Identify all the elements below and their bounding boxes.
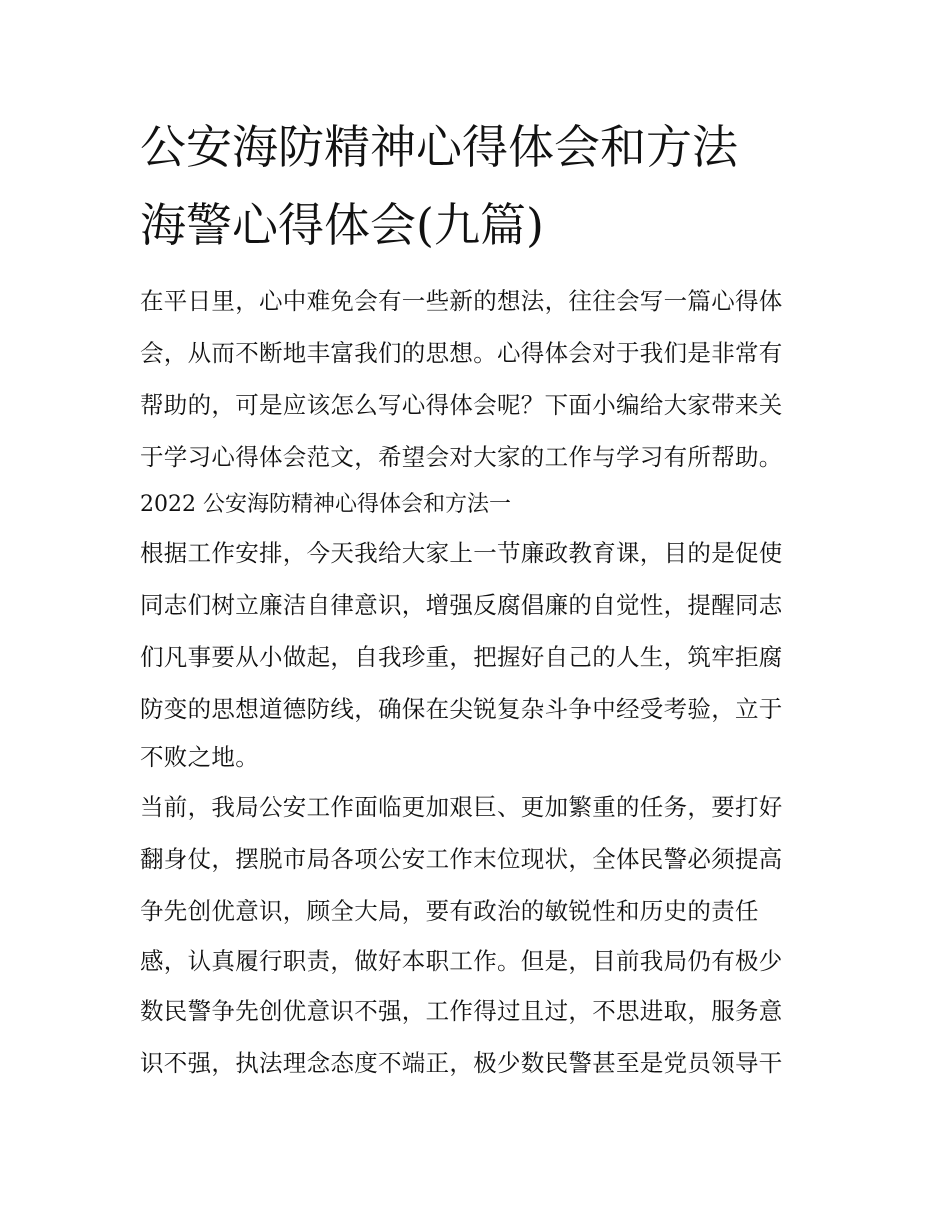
section-heading: 2022 公安海防精神心得体会和方法一 xyxy=(140,492,511,517)
paragraph1-line: 们凡事要从小做起，自我珍重，把握好自己的人生，筑牢拒腐 xyxy=(140,643,783,671)
paragraph1-line: 同志们树立廉洁自律意识，增强反腐倡廉的自觉性，提醒同志 xyxy=(140,591,783,619)
paragraph2-line: 识不强，执法理念态度不端正，极少数民警甚至是党员领导干 xyxy=(140,1049,783,1077)
paragraph2-line: 数民警争先创优意识不强，工作得过且过，不思进取，服务意 xyxy=(140,997,783,1025)
paragraph2-line: 感，认真履行职责，做好本职工作。但是，目前我局仍有极少 xyxy=(140,947,783,975)
paragraph2-line: 当前，我局公安工作面临更加艰巨、更加繁重的任务，要打好 xyxy=(140,793,783,821)
paragraph2-line: 争先创优意识，顾全大局，要有政治的敏锐性和历史的责任 xyxy=(140,897,759,925)
intro-line: 帮助的，可是应该怎么写心得体会呢？下面小编给大家带来关 xyxy=(140,391,783,419)
paragraph1-line: 根据工作安排，今天我给大家上一节廉政教育课，目的是促使 xyxy=(140,539,783,567)
intro-line: 于学习心得体会范文，希望会对大家的工作与学习有所帮助。 xyxy=(140,443,783,471)
intro-line: 会，从而不断地丰富我们的思想。心得体会对于我们是非常有 xyxy=(140,339,783,367)
document-title-line-1: 公安海防精神心得体会和方法 xyxy=(140,120,738,174)
paragraph1-line: 防变的思想道德防线，确保在尖锐复杂斗争中经受考验，立于 xyxy=(140,695,783,723)
intro-line: 在平日里，心中难免会有一些新的想法，往往会写一篇心得体 xyxy=(140,287,783,315)
document-title-line-2: 海警心得体会(九篇) xyxy=(140,198,544,252)
paragraph1-line: 不败之地。 xyxy=(140,743,259,771)
paragraph2-line: 翻身仗，摆脱市局各项公安工作末位现状，全体民警必须提高 xyxy=(140,845,783,873)
